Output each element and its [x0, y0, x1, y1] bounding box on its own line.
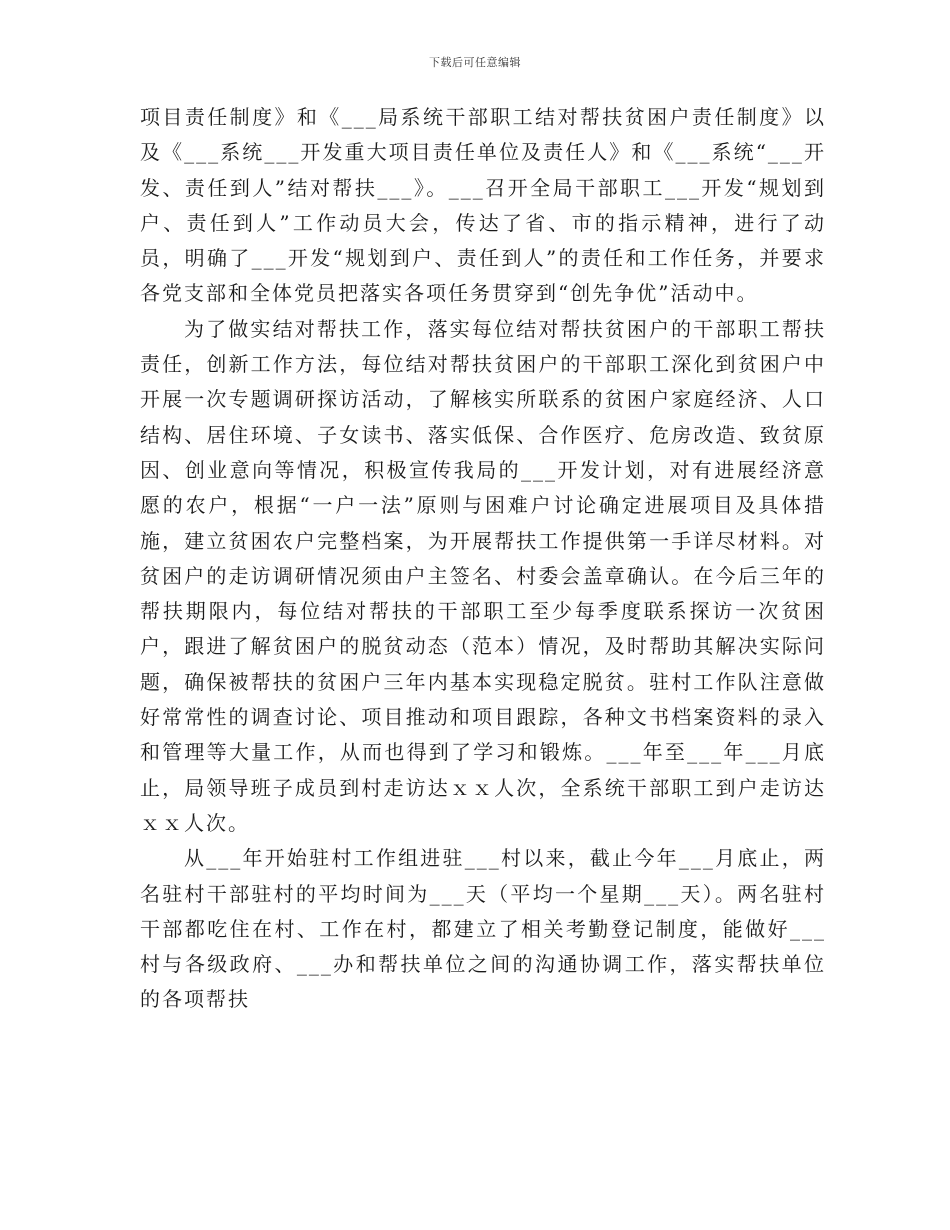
paragraph-2: 为了做实结对帮扶工作，落实每位结对帮扶贫困户的干部职工帮扶责任，创新工作方法，每位结对帮扶贫困户的干部职工深化到贫困户中开展一次专题调研探访活动，了解核实所联系的贫困户家庭经济、人口结构、居住环境、子女读书、落实低保、合作医疗、危房改造、致贫原因、创业意向等情况，积极宣传我局的___开发计划，对有进展经济意愿的农户，根据“一户一法”原则与困难户讨论确定进展项目及具体措施，建立贫困农户完整档案，为开展帮扶工作提供第一手详尽材料。对贫困户的走访调研情况须由户主签名、村委会盖章确认。在今后三年的帮扶期限内，每位结对帮扶的干部职工至少每季度联系探访一次贫困户，跟进了解贫困户的脱贫动态（范本）情况，及时帮助其解决实际问题，确保被帮扶的贫困户三年内基本实现稳定脱贫。驻村工作队注意做好常常性的调查讨论、项目推动和项目跟踪，各种文书档案资料的录入和管理等大量工作，从而也得到了学习和锻炼。___年至___年___月底止，局领导班子成员到村走访达ｘｘ人次，全系统干部职工到户走访达ｘｘ人次。: [140, 316, 826, 835]
paragraph-1: 项目责任制度》和《___局系统干部职工结对帮扶贫困户责任制度》以及《___系统___开发重大项目责任单位及责任人》和《___系统“___开发、责任到人”结对帮扶___》。___召开全局干部职工___开发“规划到户、责任到人”工作动员大会，传达了省、市的指示精神，进行了动员，明确了___开发“规划到户、责任到人”的责任和工作任务，并要求各党支部和全体党员把落实各项任务贯穿到“创先争优”活动中。: [140, 105, 826, 306]
document-body: [140, 100, 826, 1018]
paragraph-3: 从___年开始驻村工作组进驻___村以来，截止今年___月底止，两名驻村干部驻村的平均时间为___天（平均一个星期___天）。两名驻村干部都吃住在村、工作在村，都建立了相关考勤登记制度，能做好___村与各级政府、___办和帮扶单位之间的沟通协调工作，落实帮扶单位的各项帮扶: [140, 846, 826, 1012]
page-header: 下载后可任意编辑: [429, 56, 521, 69]
